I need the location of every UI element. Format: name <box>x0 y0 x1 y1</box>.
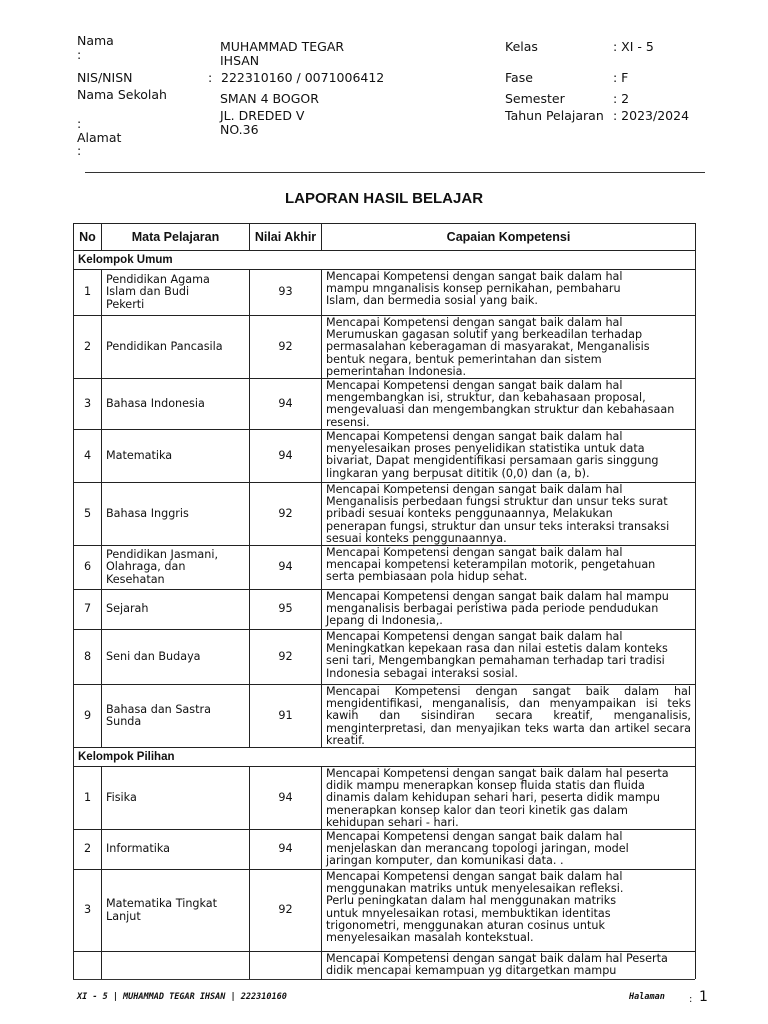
nis-value: 222310160 / 0071006412 <box>221 70 385 85</box>
header-no: No <box>74 224 102 251</box>
table-header-row <box>74 224 696 251</box>
row-capaian: Mencapai Kompetensi dengan sangat baik dalam hal mampu menganalisis berbagai peristiwa pada periode pendudukan Jepang di Indonesia,. <box>322 590 696 630</box>
row-nilai: 95 <box>250 590 322 630</box>
row-no: 9 <box>74 685 102 748</box>
row-capaian: Mencapai Kompetensi dengan sangat baik dalam hal mencapai kompetensi keterampilan motorik, pengetahuan serta pembiasaan pola hidup sehat. <box>322 546 696 590</box>
kelas-value: : XI - 5 <box>613 39 654 54</box>
row-capaian: Mencapai Kompetensi dengan sangat baik dalam hal Peserta didik mencapai kemampuan yg ditargetkan mampu <box>322 952 696 982</box>
row-no: 7 <box>74 590 102 630</box>
row-capaian: Mencapai Kompetensi dengan sangat baik dalam hal menyelesaikan proses penyelidikan statistika untuk data bivariat, Dapat mengidentifikasi persamaan garis singgung lingkaran yang berpusat dititik (0,0) dan (a, b). <box>322 430 696 483</box>
row-no: 2 <box>74 316 102 379</box>
table-row <box>74 590 696 630</box>
row-capaian: Mencapai Kompetensi dengan sangat baik dalam hal menggunakan matriks untuk menyelesaikan refleksi. Perlu peningkatan dalam hal menggunakan matriks untuk mnyelesaikan rotasi, membuktikan identitas trigonometri, menggunakan aturan cosinus untuk menyelesaikan masalah kontekstual. <box>322 870 696 952</box>
footer-text: XI - 5 | MUHAMMAD TEGAR IHSAN | 222310160 <box>77 992 287 1002</box>
header-divider <box>85 172 705 173</box>
table-row <box>74 546 696 590</box>
row-capaian: Mencapai Kompetensi dengan sangat baik dalam hal Meningkatkan kepekaan rasa dan nilai estetis dalam konteks seni tari, Mengembangkan pemahaman terhadap tari tradisi Indonesia sebagai interaksi sosial. <box>322 630 696 685</box>
group-row-umum <box>74 251 696 270</box>
row-no: 2 <box>74 830 102 870</box>
row-capaian: Mencapai Kompetensi dengan sangat baik dalam hal Menganalisis perbedaan fungsi struktur dan unsur teks surat pribadi sesuai konteks penggunaannya, Melakukan penerapan fungsi, struktur dan unsur teks interaksi transaksi sesuai konteks penggunaannya. <box>322 483 696 546</box>
row-no: 3 <box>74 379 102 430</box>
nama-label: Nama : <box>77 33 114 62</box>
tahun-value: : 2023/2024 <box>613 108 690 123</box>
table-row <box>74 767 696 830</box>
fase-value: : F <box>613 70 629 85</box>
kelas-label: Kelas <box>505 39 538 54</box>
table-row <box>74 870 696 952</box>
row-mapel: Pendidikan Agama Islam dan Budi Pekerti <box>102 270 250 316</box>
page-number: 1 <box>699 989 708 1005</box>
alamat-label: : Alamat : <box>77 116 122 158</box>
table-row <box>74 270 696 316</box>
table-row <box>74 316 696 379</box>
row-nilai: 94 <box>250 546 322 590</box>
row-mapel: Bahasa dan Sastra Sunda <box>102 685 250 748</box>
footer-page-separator: : <box>689 994 693 1005</box>
row-nilai: 94 <box>250 430 322 483</box>
semester-label: Semester <box>505 91 565 106</box>
row-mapel: Bahasa Indonesia <box>102 379 250 430</box>
table-row <box>74 379 696 430</box>
page-title: LAPORAN HASIL BELAJAR <box>284 190 484 207</box>
table-row <box>74 430 696 483</box>
tahun-label: Tahun Pelajaran <box>505 108 604 123</box>
table-row <box>74 952 696 982</box>
table-row <box>74 483 696 546</box>
nis-label: NIS/NISN <box>77 70 133 85</box>
row-nilai: 92 <box>250 316 322 379</box>
sekolah-value: SMAN 4 BOGOR <box>220 91 319 106</box>
table-row <box>74 630 696 685</box>
row-mapel: Informatika <box>102 830 250 870</box>
row-nilai: 93 <box>250 270 322 316</box>
group-label: Kelompok Umum <box>74 251 696 270</box>
row-nilai: 94 <box>250 767 322 830</box>
row-capaian: Mencapai Kompetensi dengan sangat baik dalam hal peserta didik mampu menerapkan konsep fluida statis dan fluida dinamis dalam kehidupan sehari hari, peserta didik mampu menerapkan konsep kalor dan teori kinetik gas dalam kehidupan sehari - hari. <box>322 767 696 830</box>
sekolah-label: Nama Sekolah <box>77 87 167 102</box>
fase-label: Fase <box>505 70 533 85</box>
header-nilai: Nilai Akhir <box>250 224 322 251</box>
nama-value: MUHAMMAD TEGAR IHSAN <box>220 39 345 68</box>
row-capaian: Mencapai Kompetensi dengan sangat baik dalam hal Merumuskan gagasan solutif yang berkeadilan terhadap permasalahan keberagaman di masyarakat, Menganalisis bentuk negara, bentuk pemerintahan dan sistem pemerintahan Indonesia. <box>322 316 696 379</box>
row-mapel: Pendidikan Pancasila <box>102 316 250 379</box>
row-capaian: Mencapai Kompetensi dengan sangat baik dalam hal mampu mnganalisis konsep pernikahan, pembaharu Islam, dan bermedia sosial yang baik. <box>322 270 696 316</box>
nis-separator: : <box>208 70 213 85</box>
semester-value: : 2 <box>613 91 630 106</box>
row-mapel: Matematika <box>102 430 250 483</box>
row-no: 6 <box>74 546 102 590</box>
row-mapel: Bahasa Inggris <box>102 483 250 546</box>
group-row-pilihan <box>74 748 696 767</box>
row-mapel: Matematika Tingkat Lanjut <box>102 870 250 952</box>
alamat-value: JL. DREDED V NO.36 <box>220 108 305 137</box>
row-nilai <box>250 952 322 982</box>
row-nilai: 94 <box>250 379 322 430</box>
row-capaian: Mencapai Kompetensi dengan sangat baik dalam hal mengembangkan isi, struktur, dan kebahasaan proposal, mengevaluasi dan mengembangkan struktur dan kebahasaan resensi. <box>322 379 696 430</box>
row-mapel: Fisika <box>102 767 250 830</box>
row-no: 1 <box>74 767 102 830</box>
row-nilai: 91 <box>250 685 322 748</box>
header-capaian: Capaian Kompetensi <box>322 224 696 251</box>
row-capaian: Mencapai Kompetensi dengan sangat baik dalam hal mengidentifikasi, menganalisis, dan menyampaikan isi teks kawih dan sisindiran secara kreatif, menganalisis, menginterpretasi, dan menyajikan teks warta dan artikel secara kreatif. <box>322 685 696 748</box>
row-no <box>74 952 102 982</box>
footer-divider <box>73 979 695 980</box>
report-table <box>73 223 696 982</box>
row-no: 3 <box>74 870 102 952</box>
row-nilai: 92 <box>250 630 322 685</box>
row-mapel: Seni dan Budaya <box>102 630 250 685</box>
row-nilai: 92 <box>250 483 322 546</box>
row-no: 5 <box>74 483 102 546</box>
row-mapel: Sejarah <box>102 590 250 630</box>
row-nilai: 94 <box>250 830 322 870</box>
row-nilai: 92 <box>250 870 322 952</box>
row-mapel: Pendidikan Jasmani, Olahraga, dan Kesehatan <box>102 546 250 590</box>
group-label: Kelompok Pilihan <box>74 748 696 767</box>
row-no: 4 <box>74 430 102 483</box>
row-mapel <box>102 952 250 982</box>
footer-halaman: Halaman <box>629 992 665 1002</box>
table-row <box>74 830 696 870</box>
row-no: 8 <box>74 630 102 685</box>
row-capaian: Mencapai Kompetensi dengan sangat baik dalam hal menjelaskan dan merancang topologi jaringan, model jaringan komputer, dan komunikasi data. . <box>322 830 696 870</box>
header-mapel: Mata Pelajaran <box>102 224 250 251</box>
row-no: 1 <box>74 270 102 316</box>
table-row <box>74 685 696 748</box>
